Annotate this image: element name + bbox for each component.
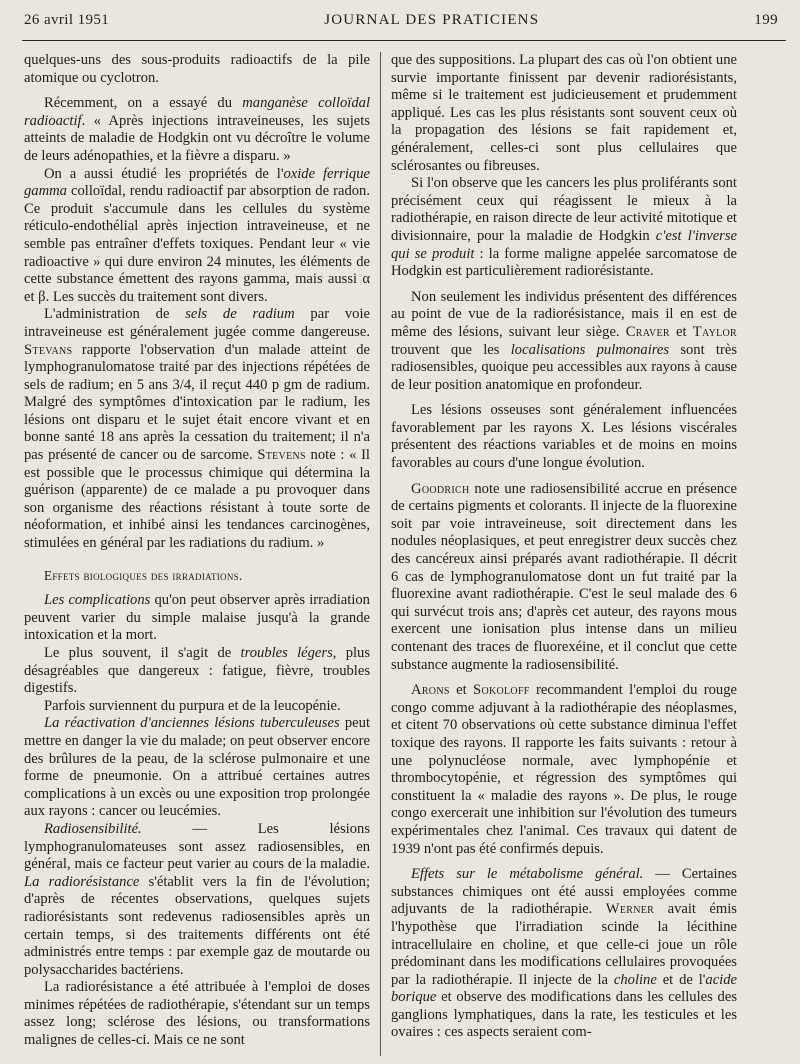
paragraph: La radiorésistance a été attribuée à l'emploi de doses minimes répétées de radiothérapie, s'étendant sur un temps assez long; sclérose des lésions, ou transformations malignes de celles-ci. Mais ce ne sont [24,979,370,1049]
author-name: Craver [625,323,670,340]
paragraph: Parfois surviennent du purpura et de la leucopénie. [44,697,341,714]
paragraph: L'administration de sels de radium par voie intraveineuse est généralement jugée comme dangereuse. Stevans rapporte l'observation d'un malade atteint de lymphogranulomatose traité par des injections répétées de sels de radium; en 5 ans 3/4, il reçut 440 p gm de radium. Malgré des symptômes d'intoxication par le radium, les lésions ont disparu et le sujet était encore vivant et en bonne santé 18 ans après la cessation du traitement; il n'a pas présenté de cancer ou de sarcome. Stevens note : « Il est possible que le processus chimique qui détermina la guérison (apparente) de ce malade a pu provoquer dans son organisme des réactions résistant à toute sorte de néoformation, et inhibé ainsi les tendances carcinogènes, stimulées en général par les radiations du radium. » [24,306,370,552]
paragraph: La réactivation d'anciennes lésions tuberculeuses peut mettre en danger la vie du malade; on peut observer encore des brûlures de la peau, de la sclérose pulmonaire et une forme de pneumonie. On a attribué certaines autres complications à un excès ou une exposition trop prolongée aux rayons : cancer ou leucémies. [24,715,370,820]
journal-title: JOURNAL DES PRATICIENS [324,12,540,28]
paragraph: On a aussi étudié les propriétés de l'oxide ferrique gamma colloïdal, rendu radioactif par absorption de radon. Ce produit s'accumule dans les cellules du système réticulo-endothélial après injection intraveineuse, et ne semble pas entraîner d'effets toxiques. Pendant leur « vie radioactive » qui dure environ 24 minutes, les éléments de cette substance émettent des rayons gamma, mais aussi α et β. Les succès du traitement sont divers. [24,165,370,305]
text-columns [24,52,778,1056]
author-name: Arons [411,682,450,699]
paragraph: Le plus souvent, il s'agit de troubles légers, plus désagréables que dangereux : fatigue, fièvre, troubles digestifs. [24,645,371,697]
issue-date: 26 avril 1951 [24,12,110,28]
paragraph: Les lésions osseuses sont généralement influencées favorablement par les rayons X. Les lésions viscérales présentent des réactions variables et de moins en moins favorables au cours d'une longue évolution. [391,402,737,472]
author-name: Sokoloff [473,682,530,699]
paragraph: Si l'on observe que les cancers les plus proliférants sont précisément ceux qui réagissent le mieux à la radiothérapie, en raison directe de leur activité mitotique et divisionnaire, pour la maladie de Hodgkin c'est l'inverse qui se produit : la forme maligne appelée sarcomatose de Hodgkin est particulièrement radiorésistante. [391,175,738,280]
section-heading: Effets biologiques des irradiations. [44,567,243,583]
author-name: Stevens [257,447,306,464]
paragraph: que des suppositions. La plupart des cas où l'on obtient une survie importante finissent par devenir radiorésistants, même si le traitement est judicieusement et prudemment appliqué. Les cas les plus résistants sont souvent ceux où la propagation des lésions se fait rapidement et, généralement, celles-ci sont plus cellulaires que sclérosantes ou fibreuses. [391,52,737,174]
page-number: 199 [754,12,778,28]
author-name: Goodrich [411,480,470,497]
author-name: Taylor [692,323,737,340]
paragraph: Non seulement les individus présentent des différences au point de vue de la radiorésistance, mais il en est de même des lésions, suivant leur siège. Craver et Taylor trouvent que les localisations pulmonaires sont très radiosensibles, quoique peu accessibles aux rayons à cause de leur position anatomique en profondeur. [391,288,737,393]
author-name: Werner [605,901,655,918]
author-name: Stevans [24,341,73,358]
paragraph: Arons et Sokoloff recommandent l'emploi du rouge congo comme adjuvant à la radiothérapie des néoplasmes, et citent 70 observations où cette substance diminua l'effet toxique des rayons. Il rapporte les faits suivants : retour à une polynucléose normale, avec lymphopénie et thrombocytopénie, et régression des symptômes qui constituent la « maladie des rayons ». De plus, le rouge congo exercerait une inhibition sur l'évolution des tumeurs expérimentales chez l'animal. Ces travaux qui datent de 1939 n'ont pas été confirmés depuis. [391,682,737,857]
header-rule [22,40,786,41]
running-head [24,12,778,36]
paragraph: Effets sur le métabolisme général. — Certaines substances chimiques ont été aussi employées comme adjuvants de la radiothérapie. Werner avait émis l'hypothèse que l'irradiation scinde la lécithine intracellulaire en choline, et que celle-ci joue un rôle prédominant dans les modifications cellulaires provoquées par la radiothérapie. Il injecte de la choline et de l'acide borique et observe des modifications dans les cellules des ganglions lymphatiques, dans la rate, les testicules et les ovaires : ces aspects seraient com- [391,866,737,1041]
column-divider [380,52,381,1056]
left-column [24,52,370,1056]
paragraph: Récemment, on a essayé du manganèse colloïdal radioactif. « Après injections intraveineuses, les sujets atteints de maladie de Hodgkin ont vu décroître le volume de leurs adénopathies, et la fièvre a disparu. » [24,95,370,164]
paragraph: Les complications qu'on peut observer après irradiation peuvent varier du simple malaise jusqu'à la grande intoxication et la mort. [24,592,370,644]
right-column [391,52,737,1056]
paragraph: Radiosensibilité. — Les lésions lymphogranulomateuses sont assez radiosensibles, en général, mais ce facteur peut varier au cours de la maladie. La radiorésistance s'établit vers la fin de l'évolution; d'après de récentes observations, quelques sujets radiorésistants sont redevenus radiosensibles après un certain temps, si des traitements différents ont été administrés entre temps : par exemple gaz de moutarde ou polysaccharides bactériens. [24,820,370,978]
paragraph: Goodrich note une radiosensibilité accrue en présence de certains pigments et colorants. Il injecte de la fluorexine soit par voie intraveineuse, soit directement dans les nodules néoplasiques, et peut enregistrer deux succès chez des cancéreux ainsi préparés avant radiothérapie. Il décrit 6 cas de lymphogranulomatose dont un fut traité par la fluorexine avant radiothérapie. C'est le seul malade des 6 qui survécut trois ans; d'après cet auteur, des rayons mous exercent une ionisation plus intense dans un milieu contenant des traces de fluorexéine, et il conclut que cette substance augmente la radiosensibilité. [391,480,737,673]
paragraph: quelques-uns des sous-produits radioactifs de la pile atomique ou cyclotron. [24,52,370,86]
